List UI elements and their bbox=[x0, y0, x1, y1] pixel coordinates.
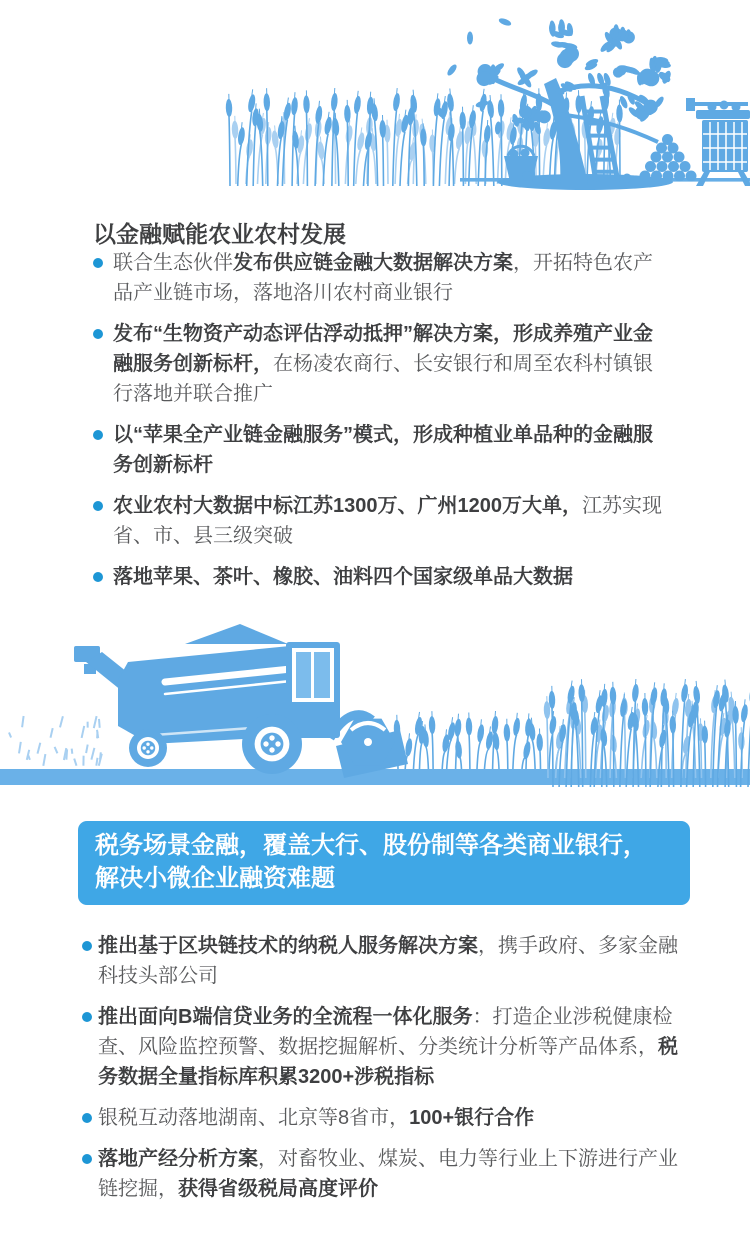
combine-harvester-illustration bbox=[0, 618, 750, 790]
bullet-text: 银税互动落地湖南、北京等8省市， bbox=[98, 1107, 410, 1129]
bullet-text: ，携手政府、多家金融科技头部公司 bbox=[98, 935, 678, 987]
bullet-text-bold: 税务数据全量指标库积累3200+涉税指标 bbox=[98, 1036, 678, 1088]
bullet-dot-icon bbox=[93, 258, 103, 268]
bullet-dot-icon bbox=[93, 572, 103, 582]
bullet-dot-icon bbox=[82, 1154, 92, 1164]
list-item bbox=[93, 491, 665, 551]
apple-pile-icon bbox=[640, 134, 697, 182]
section-title: 以金融赋能农业农村发展 bbox=[93, 221, 346, 247]
bullet-text: 联合生态伙伴 bbox=[113, 252, 233, 274]
bullet-text: ，对畜牧业、煤炭、电力等行业上下游进行产业链挖掘， bbox=[98, 1148, 678, 1200]
list-item bbox=[78, 931, 692, 991]
section-agriculture-finance bbox=[93, 220, 665, 603]
bullet-text: ：打造企业涉税健康检查、风险监控预警、数据挖掘解析、分类统计分析等产品体系， bbox=[98, 1006, 673, 1058]
list-item bbox=[93, 562, 665, 592]
bullet-text-bold: 落地产经分析方案 bbox=[98, 1148, 258, 1170]
bullet-text: ，开拓特色农产品产业链市场，落地洛川农村商业银行 bbox=[113, 252, 653, 304]
bullet-list bbox=[93, 248, 665, 592]
apple-basket-icon bbox=[504, 146, 538, 182]
bullet-list bbox=[78, 931, 692, 1204]
bullet-text-bold: 以“苹果全产业链金融服务”模式，形成种植业单品种的金融服务创新标杆 bbox=[113, 424, 653, 476]
banner-line: 解决小微企业融资难题 bbox=[95, 865, 335, 892]
bullet-dot-icon bbox=[82, 941, 92, 951]
bullet-text-bold: 发布“生物资产动态评估浮动抵押”解决方案，形成养殖产业金融服务创新标杆， bbox=[113, 323, 653, 375]
list-item bbox=[78, 1103, 692, 1133]
bullet-text-bold: 获得省级税局高度评价 bbox=[178, 1178, 378, 1200]
bullet-dot-icon bbox=[82, 1012, 92, 1022]
bullet-dot-icon bbox=[93, 430, 103, 440]
list-item bbox=[93, 420, 665, 480]
bullet-dot-icon bbox=[93, 329, 103, 339]
list-item bbox=[78, 1144, 692, 1204]
combine-harvester-icon bbox=[74, 624, 408, 778]
list-item bbox=[93, 319, 665, 409]
apple-icon bbox=[623, 174, 632, 183]
list-item bbox=[93, 248, 665, 308]
bullet-text: 在杨凌农商行、长安银行和周至农科村镇银行落地并联合推广 bbox=[113, 353, 653, 405]
list-item bbox=[78, 1002, 692, 1092]
farm-harvest-illustration bbox=[0, 8, 750, 190]
bullet-dot-icon bbox=[82, 1113, 92, 1123]
section-tax-finance bbox=[78, 821, 692, 1215]
bullet-text: 江苏实现省、市、县三级突破 bbox=[113, 495, 662, 547]
bullet-dot-icon bbox=[93, 501, 103, 511]
bullet-text-bold: 推出基于区块链技术的纳税人服务解决方案 bbox=[98, 935, 478, 957]
tax-finance-banner bbox=[78, 821, 690, 905]
bullet-text-bold: 100+银行合作 bbox=[409, 1107, 535, 1129]
bullet-text-bold: 农业农村大数据中标江苏1300万、广州1200万大单， bbox=[113, 495, 582, 517]
grass-speckles-icon bbox=[9, 716, 102, 766]
bullet-text-bold: 推出面向B端信贷业务的全流程一体化服务 bbox=[98, 1006, 473, 1028]
bullet-text-bold: 发布供应链金融大数据解决方案 bbox=[233, 252, 513, 274]
banner-line: 税务场景金融，覆盖大行、股份制等各类商业银行， bbox=[95, 832, 647, 859]
wheat-field-mid-icon bbox=[393, 711, 565, 769]
fruit-press-icon bbox=[686, 98, 750, 186]
bullet-text-bold: 落地苹果、茶叶、橡胶、油料四个国家级单品大数据 bbox=[113, 566, 573, 588]
